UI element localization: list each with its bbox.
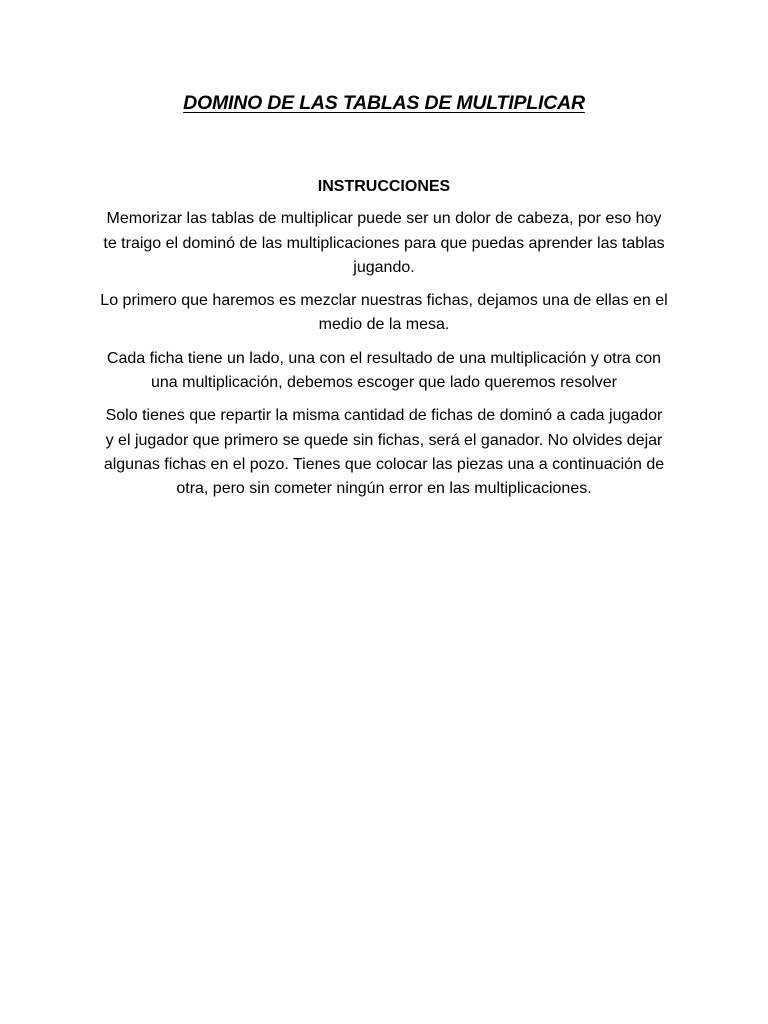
paragraph-mix-tiles: Lo primero que haremos es mezclar nuestras fichas, dejamos una de ellas en el medio de la mesa.	[100, 292, 668, 334]
section-heading-instrucciones: INSTRUCCIONES	[317, 178, 451, 195]
paragraph-tile-sides: Cada ficha tiene un lado, una con el resultado de una multiplicación y otra con una multiplicación, debemos escoger que lado queremos resolver	[106, 349, 662, 392]
paragraph-intro: Memorizar las tablas de multiplicar puede ser un dolor de cabeza, por eso hoy te traigo el dominó de las multiplicaciones para que puedas aprender las tablas jugando.	[103, 210, 665, 276]
document-title: DOMINO DE LAS TABLAS DE MULTIPLICAR	[183, 92, 585, 114]
paragraph-rules: Solo tienes que repartir la misma cantidad de fichas de dominó a cada jugador y el jugador que primero se quede sin fichas, será el ganador. No olvides dejar algunas fichas en el pozo. Tienes que colocar las piezas una a continuación de otra, pero sin cometer ningún error en las multiplicaciones.	[103, 407, 665, 498]
document-body	[100, 175, 668, 511]
